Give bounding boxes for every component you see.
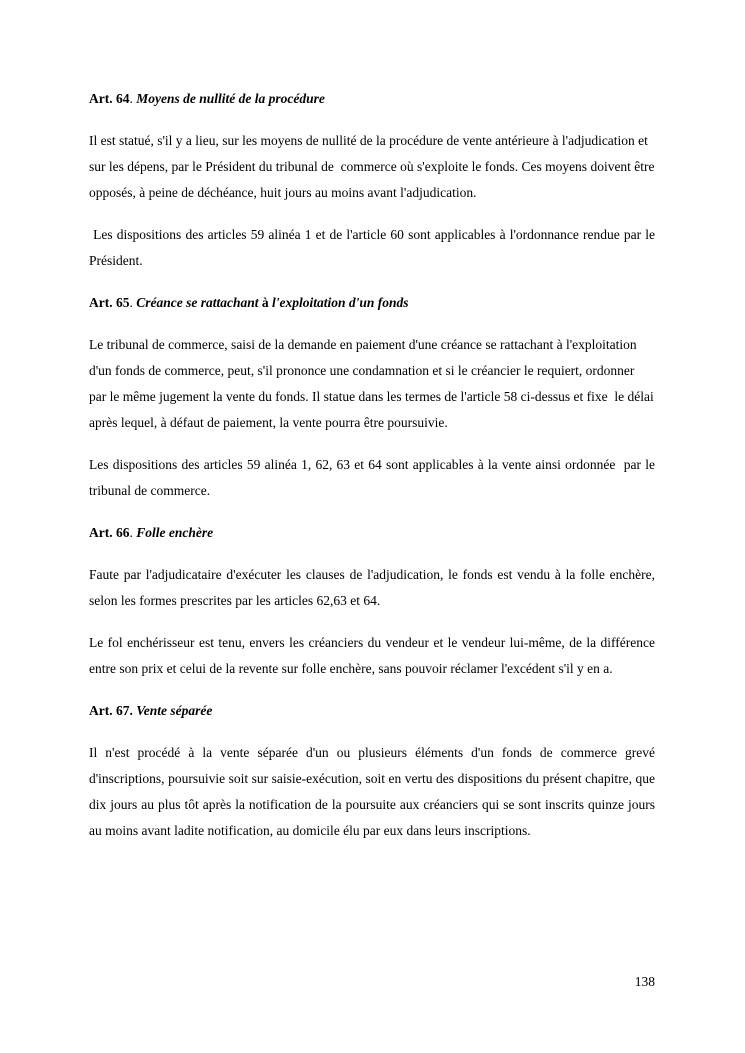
article-title: Moyens de nullité de la procédure	[136, 91, 325, 106]
article-67-heading	[89, 698, 655, 724]
article-number: Art. 67.	[89, 703, 133, 718]
article-number: Art. 65	[89, 295, 130, 310]
article-title: Folle enchère	[136, 525, 214, 540]
article-number: Art. 64	[89, 91, 130, 106]
article-67-paragraph-1: Il n'est procédé à la vente séparée d'un ou plusieurs éléments d'un fonds de commerce grevé d'inscriptions, poursuivie soit sur saisie-exécution, soit en vertu des dispositions du présent chapitre, que dix jours au plus tôt après la notification de la poursuite aux créanciers qui se sont inscrits quinze jours au moins avant ladite notification, au domicile élu par eux dans leurs inscriptions.	[89, 745, 655, 838]
article-separator: .	[129, 91, 137, 106]
page-number: 138	[634, 974, 655, 989]
article-64-paragraph-1: Il est statué, s'il y a lieu, sur les moyens de nullité de la procédure de vente antérieure à l'adjudication et sur les dépens, par le Président du tribunal de commerce où s'exploite le fonds. Ces moyens doivent être opposés, à peine de déchéance, huit jours au moins avant l'adjudication.	[89, 133, 658, 200]
article-66-paragraph-2: Le fol enchérisseur est tenu, envers les créanciers du vendeur et le vendeur lui-même, de la différence entre son prix et celui de la revente sur folle enchère, sans pouvoir réclamer l'excédent s'il y en a.	[89, 635, 655, 676]
article-title-part-1: Créance se rattachant	[136, 295, 262, 310]
article-65-heading	[89, 290, 655, 316]
article-64-heading	[89, 86, 655, 112]
article-66-paragraph-1: Faute par l'adjudicataire d'exécuter les clauses de l'adjudication, le fonds est vendu à la folle enchère, selon les formes prescrites par les articles 62,63 et 64.	[89, 567, 655, 608]
article-number: Art. 66	[89, 525, 130, 540]
article-separator: .	[129, 525, 137, 540]
article-65-paragraph-1: Le tribunal de commerce, saisi de la demande en paiement d'une créance se rattachant à l'exploitation d'un fonds de commerce, peut, s'il prononce une condamnation et si le créancier le requiert, ordonner par le même jugement la vente du fonds. Il statue dans les termes de l'article 58 ci-dessus et fixe le délai après lequel, à défaut de paiement, la vente pourra être poursuivie.	[89, 337, 658, 430]
article-65-paragraph-2: Les dispositions des articles 59 alinéa 1, 62, 63 et 64 sont applicables à la vente ainsi ordonnée par le tribunal de commerce.	[89, 457, 659, 498]
document-page	[89, 86, 659, 844]
article-separator: .	[129, 295, 137, 310]
article-66-heading	[89, 520, 655, 546]
article-title: Vente séparée	[136, 703, 213, 718]
article-title-part-3: l'exploitation d'un fonds	[268, 295, 409, 310]
article-title-part-2: à	[261, 295, 269, 310]
article-64-paragraph-2: Les dispositions des articles 59 alinéa 1 et de l'article 60 sont applicables à l'ordonnance rendue par le Président.	[89, 227, 659, 268]
